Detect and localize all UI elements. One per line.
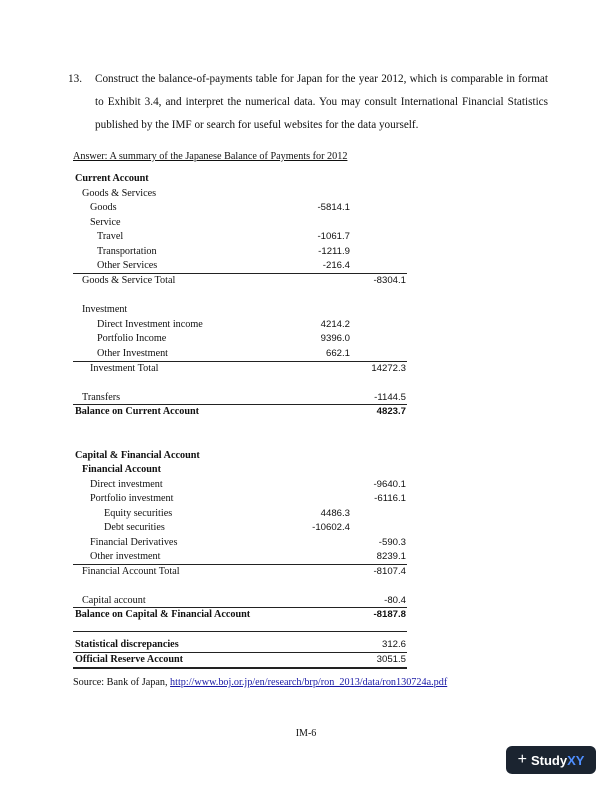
table-row bbox=[0, 303, 612, 317]
row-total: 8239.1 bbox=[376, 551, 406, 562]
row-total: -8304.1 bbox=[373, 275, 406, 286]
table-row bbox=[0, 507, 612, 521]
row-total: -9640.1 bbox=[373, 479, 406, 490]
row-value: -1061.7 bbox=[317, 231, 350, 242]
row-label: Transfers bbox=[82, 392, 121, 403]
row-label: Portfolio Income bbox=[97, 333, 167, 344]
row-total: -1144.5 bbox=[374, 392, 406, 403]
divider bbox=[73, 667, 407, 669]
row-total: 312.6 bbox=[381, 639, 406, 650]
table-row bbox=[0, 463, 612, 477]
row-label: Other investment bbox=[90, 551, 161, 562]
source-link[interactable]: http://www.boj.or.jp/en/research/brp/ron_2013/data/ron130724a.pdf bbox=[170, 677, 448, 688]
row-value: 4486.3 bbox=[320, 508, 350, 519]
row-label: Investment Total bbox=[90, 363, 159, 374]
row-value: 4214.2 bbox=[320, 319, 350, 330]
row-total: -8187.8 bbox=[373, 609, 406, 620]
row-total: 3051.5 bbox=[376, 654, 406, 665]
table-row bbox=[0, 594, 612, 608]
question-number: 13. bbox=[68, 73, 82, 85]
row-label: Other Investment bbox=[97, 348, 169, 359]
table-row bbox=[0, 172, 612, 186]
row-label: Goods bbox=[90, 202, 117, 213]
section-heading: Current Account bbox=[75, 173, 149, 184]
question-text: Construct the balance-of-payments table for Japan for the year 2012, which is comparable in format to Exhibit 3.4, and interpret the numerical data. You may consult International Financial Statistics published by the IMF or search for useful websites for the data yourself. bbox=[95, 73, 548, 131]
row-total: -80.4 bbox=[384, 595, 406, 606]
row-total: 14272.3 bbox=[371, 363, 406, 374]
row-label: Portfolio investment bbox=[90, 493, 174, 504]
badge-text-accent: XY bbox=[567, 752, 585, 768]
row-label: Official Reserve Account bbox=[75, 654, 184, 665]
row-value: 9396.0 bbox=[320, 333, 350, 344]
row-label: Goods & Services bbox=[82, 188, 157, 199]
table-row bbox=[0, 391, 612, 405]
row-label: Direct investment bbox=[90, 479, 163, 490]
table-row bbox=[0, 347, 612, 361]
row-label: Statistical discrepancies bbox=[75, 639, 179, 650]
table-row bbox=[0, 259, 612, 273]
plus-icon: + bbox=[517, 751, 527, 768]
subsection-heading: Financial Account bbox=[82, 464, 161, 475]
table-row bbox=[0, 274, 612, 288]
table-row bbox=[0, 362, 612, 376]
row-label: Transportation bbox=[97, 246, 157, 257]
row-total: -8107.4 bbox=[373, 566, 406, 577]
table-row bbox=[0, 638, 612, 652]
row-value: -216.4 bbox=[322, 260, 350, 271]
table-row bbox=[0, 230, 612, 244]
row-label: Goods & Service Total bbox=[82, 275, 176, 286]
table-row bbox=[0, 536, 612, 550]
row-value: -10602.4 bbox=[312, 522, 350, 533]
badge-text: Study bbox=[530, 752, 568, 768]
row-label: Direct Investment income bbox=[97, 319, 203, 330]
table-row bbox=[0, 565, 612, 579]
row-label: Equity securities bbox=[104, 508, 173, 519]
row-label: Debt securities bbox=[104, 522, 165, 533]
table-row bbox=[0, 216, 612, 230]
row-label: Other Services bbox=[97, 260, 158, 271]
row-label: Balance on Capital & Financial Account bbox=[75, 609, 251, 620]
row-total: -6116.1 bbox=[374, 493, 406, 504]
table-row bbox=[0, 187, 612, 201]
page-number: IM-6 bbox=[295, 728, 317, 739]
table-row bbox=[0, 521, 612, 535]
table-row bbox=[0, 608, 612, 622]
answer-heading: Answer: A summary of the Japanese Balance of Payments for 2012 bbox=[73, 151, 348, 162]
table-row bbox=[0, 653, 612, 667]
row-total: -590.3 bbox=[378, 537, 406, 548]
row-label: Financial Derivatives bbox=[90, 537, 178, 548]
table-row bbox=[0, 318, 612, 332]
row-label: Balance on Current Account bbox=[75, 406, 200, 417]
table-row bbox=[0, 405, 612, 419]
table-row bbox=[0, 449, 612, 463]
table-row bbox=[0, 201, 612, 215]
question-block bbox=[68, 68, 548, 137]
row-label: Service bbox=[90, 217, 121, 228]
row-value: 662.1 bbox=[325, 348, 350, 359]
table-row bbox=[0, 478, 612, 492]
table-row bbox=[0, 332, 612, 346]
row-label: Travel bbox=[97, 231, 124, 242]
source-prefix: Source: Bank of Japan, bbox=[73, 677, 171, 688]
table-row bbox=[0, 550, 612, 564]
row-label: Investment bbox=[82, 304, 128, 315]
row-label: Capital account bbox=[82, 595, 146, 606]
table-row bbox=[0, 245, 612, 259]
divider bbox=[73, 631, 407, 632]
row-total: 4823.7 bbox=[376, 406, 406, 417]
section-heading: Capital & Financial Account bbox=[75, 450, 200, 461]
row-label: Financial Account Total bbox=[82, 566, 180, 577]
table-row bbox=[0, 492, 612, 506]
row-value: -1211.9 bbox=[318, 246, 350, 257]
row-value: -5814.1 bbox=[317, 202, 350, 213]
studyxy-badge[interactable] bbox=[506, 746, 596, 774]
source-line bbox=[73, 677, 447, 688]
